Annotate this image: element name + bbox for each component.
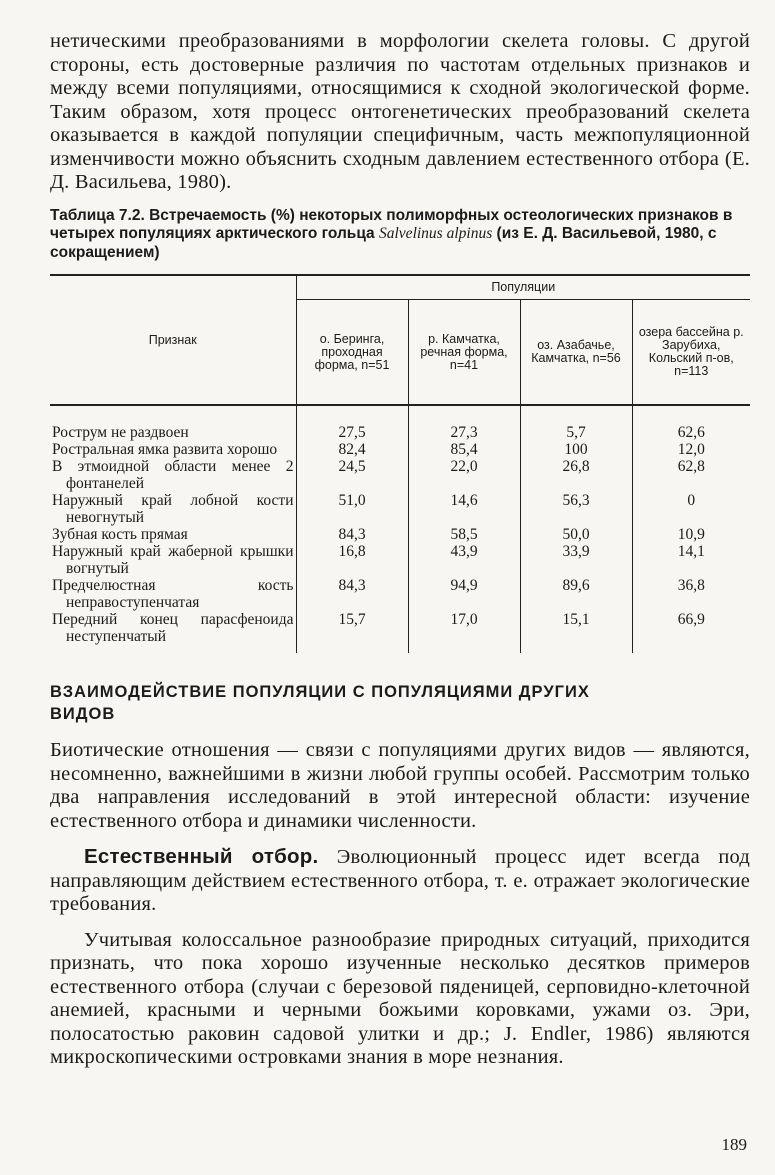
- caption-prefix: Таблица 7.2. Встречаемость (%) некоторых полиморфных остеологических признаков в четырех популяциях арктического гольца: [50, 206, 733, 242]
- column-header: озера бассейна р. Зарубиха, Кольский п-ов, n=113: [632, 300, 750, 406]
- value-cell: 33,9: [520, 543, 632, 577]
- header-populations: Популяции: [296, 275, 750, 300]
- value-cell: 27,3: [408, 405, 520, 441]
- feature-cell: Ростральная ямка развита хорошо: [52, 441, 278, 458]
- value-cell: 100: [520, 441, 632, 458]
- column-header: о. Беринга, проходная форма, n=51: [296, 300, 408, 406]
- table-row: [50, 611, 750, 653]
- table-caption: [50, 207, 750, 263]
- value-cell: 43,9: [408, 543, 520, 577]
- caption-suffix: (из Е. Д. Васильевой, 1980, с сокращением): [50, 225, 717, 261]
- value-cell: 62,8: [632, 458, 750, 492]
- intro-paragraph: нетическими преобразованиями в морфологии скелета головы. С другой стороны, есть достоверные различия по частотам отдельных признаков и между всеми популяциями, относящимися к сходной экологической форме. Таким образом, хотя процесс онтогенетических преобразований скелета оказывается в каждой популяции специфичным, часть межпопуляционной изменчивости можно объяснить сходным давлением естественного отбора (Е. Д. Васильева, 1980).: [50, 30, 750, 193]
- value-cell: 26,8: [520, 458, 632, 492]
- value-cell: 15,7: [296, 611, 408, 653]
- page-number: 189: [721, 1135, 747, 1154]
- table-row: [50, 441, 750, 458]
- header-feature: Признак: [50, 275, 296, 405]
- frequency-table: [50, 274, 750, 653]
- value-cell: 27,5: [296, 405, 408, 441]
- table-row: [50, 405, 750, 441]
- value-cell: 5,7: [520, 405, 632, 441]
- value-cell: 16,8: [296, 543, 408, 577]
- value-cell: 0: [632, 492, 750, 526]
- value-cell: 85,4: [408, 441, 520, 458]
- section-heading: ВЗАИМОДЕЙСТВИЕ ПОПУЛЯЦИИ С ПОПУЛЯЦИЯМИ ДРУГИХ ВИДОВ: [50, 683, 590, 723]
- value-cell: 94,9: [408, 577, 520, 611]
- value-cell: 36,8: [632, 577, 750, 611]
- value-cell: 66,9: [632, 611, 750, 653]
- value-cell: 15,1: [520, 611, 632, 653]
- feature-cell: Наружный край лобной кости невогнутый: [52, 492, 294, 526]
- selection-paragraph: [50, 845, 750, 917]
- table-row: [50, 543, 750, 577]
- value-cell: 22,0: [408, 458, 520, 492]
- table-row: [50, 492, 750, 526]
- feature-cell: Предчелюстная кость неправоступенчатая: [52, 577, 294, 611]
- feature-cell: Передний конец парасфеноида неступенчатый: [52, 611, 294, 645]
- feature-cell: Наружный край жаберной крышки вогнутый: [52, 543, 294, 577]
- value-cell: 50,0: [520, 526, 632, 543]
- value-cell: 14,6: [408, 492, 520, 526]
- book-page: [50, 30, 750, 1070]
- value-cell: 12,0: [632, 441, 750, 458]
- selection-label: Естественный отбор.: [84, 845, 319, 868]
- feature-cell: Рострум не раздвоен: [52, 424, 189, 441]
- feature-cell: Зубная кость прямая: [52, 526, 188, 543]
- value-cell: 10,9: [632, 526, 750, 543]
- value-cell: 89,6: [520, 577, 632, 611]
- caption-species: Salvelinus alpinus: [379, 225, 493, 242]
- table-row: [50, 577, 750, 611]
- table-row: [50, 458, 750, 492]
- column-header: оз. Азабачье, Камчатка, n=56: [520, 300, 632, 406]
- value-cell: 62,6: [632, 405, 750, 441]
- value-cell: 17,0: [408, 611, 520, 653]
- selection-text: Эволюционный процесс идет всегда под направляющим действием естественного отбора, т. е. отражает экологические требования.: [50, 846, 750, 915]
- value-cell: 51,0: [296, 492, 408, 526]
- feature-cell: В этмоидной области менее 2 фонтанелей: [52, 458, 294, 492]
- biotic-paragraph: Биотические отношения — связи с популяциями других видов — являются, несомненно, важнейшими в жизни любой группы особей. Рассмотрим только два направления исследований в этой интересной области: изучение естественного отбора и динамики численности.: [50, 739, 750, 832]
- value-cell: 56,3: [520, 492, 632, 526]
- diversity-paragraph: Учитывая колоссальное разнообразие природных ситуаций, приходится признать, что пока хорошо изученные несколько десятков примеров естественного отбора (случаи с березовой пяденицей, серповидно-клеточной анемией, красными и черными божьими коровками, ужами оз. Эри, полосатостью раковин садовой улитки и др.; J. Endler, 1986) являются микроскопическими островками знания в море незнания.: [50, 928, 750, 1068]
- value-cell: 82,4: [296, 441, 408, 458]
- value-cell: 84,3: [296, 577, 408, 611]
- table-row: [50, 526, 750, 543]
- column-header: р. Камчатка, речная форма, n=41: [408, 300, 520, 406]
- value-cell: 58,5: [408, 526, 520, 543]
- value-cell: 14,1: [632, 543, 750, 577]
- value-cell: 84,3: [296, 526, 408, 543]
- value-cell: 24,5: [296, 458, 408, 492]
